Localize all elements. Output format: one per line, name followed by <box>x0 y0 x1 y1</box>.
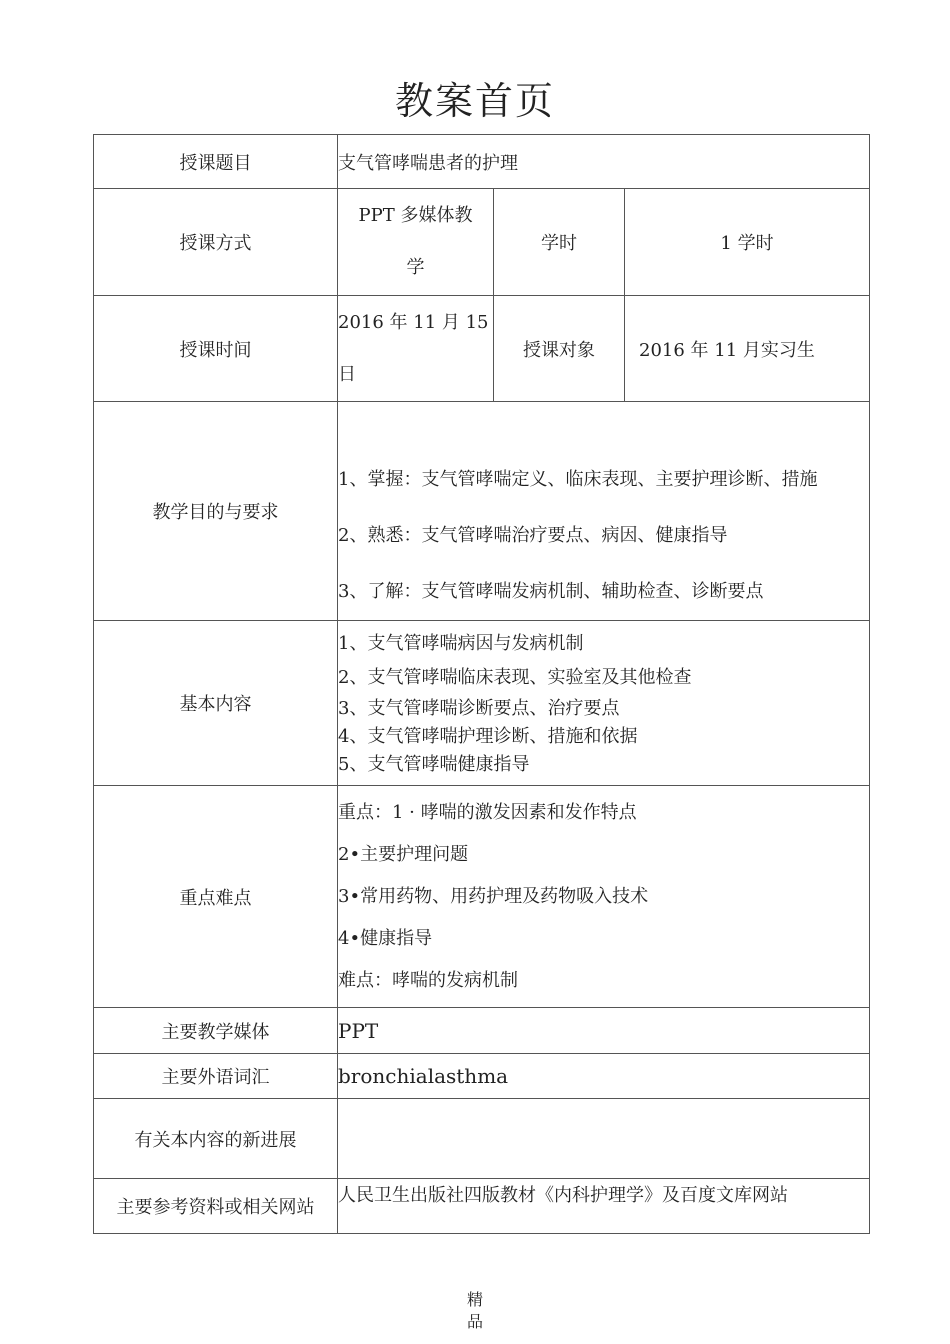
time-value-line2: 日 <box>338 363 356 385</box>
row-content <box>94 621 870 786</box>
course-title-label: 授课题目 <box>94 135 338 189</box>
goal-item: 1、掌握：支气管哮喘定义、临床表现、主要护理诊断、措施 <box>338 469 818 490</box>
row-key-points <box>94 786 870 1008</box>
key-point-item: 难点：哮喘的发病机制 <box>338 969 518 991</box>
key-points-label: 重点难点 <box>94 786 338 1008</box>
row-course-title <box>94 135 870 189</box>
method-label: 授课方式 <box>94 189 338 296</box>
media-label: 主要教学媒体 <box>94 1008 338 1054</box>
footer-line2: 品 <box>466 1312 483 1331</box>
content-item: 3、支气管哮喘诊断要点、治疗要点 <box>338 698 620 719</box>
page-footer <box>0 1289 950 1333</box>
goal-item: 3、了解：支气管哮喘发病机制、辅助检查、诊断要点 <box>338 581 764 602</box>
content-item: 1、支气管哮喘病因与发病机制 <box>338 633 584 654</box>
method-value-line2: 学 <box>406 257 425 278</box>
time-value <box>338 296 494 402</box>
key-point-item: 4•健康指导 <box>338 927 433 949</box>
key-point-item: 3•常用药物、用药护理及药物吸入技术 <box>338 885 649 907</box>
content-item: 2、支气管哮喘临床表现、实验室及其他检查 <box>338 667 692 688</box>
time-label: 授课时间 <box>94 296 338 402</box>
hours-label: 学时 <box>494 189 625 296</box>
lesson-plan-table <box>93 134 870 1234</box>
method-value <box>338 189 494 296</box>
row-media <box>94 1008 870 1054</box>
row-method <box>94 189 870 296</box>
media-value: PPT <box>338 1008 870 1054</box>
footer-line1: 精 <box>466 1290 483 1309</box>
key-point-item: 重点：1 · 哮喘的激发因素和发作特点 <box>338 801 637 823</box>
row-references <box>94 1179 870 1234</box>
references-label: 主要参考资料或相关网站 <box>94 1179 338 1234</box>
references-value: 人民卫生出版社四版教材《内科护理学》及百度文库网站 <box>338 1179 870 1234</box>
time-value-line1: 2016 年 11 月 15 <box>338 311 489 333</box>
vocab-value: bronchialasthma <box>338 1054 870 1099</box>
goal-item: 2、熟悉：支气管哮喘治疗要点、病因、健康指导 <box>338 525 728 546</box>
row-goals <box>94 402 870 621</box>
row-vocab <box>94 1054 870 1099</box>
hours-value: 1 学时 <box>625 189 870 296</box>
content-label: 基本内容 <box>94 621 338 786</box>
content-item: 4、支气管哮喘护理诊断、措施和依据 <box>338 726 638 747</box>
content-item: 5、支气管哮喘健康指导 <box>338 754 530 775</box>
goals-label: 教学目的与要求 <box>94 402 338 621</box>
audience-value: 2016 年 11 月实习生 <box>625 296 870 402</box>
progress-value <box>338 1099 870 1179</box>
page-title: 教案首页 <box>394 79 555 123</box>
key-point-item: 2•主要护理问题 <box>338 843 469 865</box>
row-time <box>94 296 870 402</box>
vocab-label: 主要外语词汇 <box>94 1054 338 1099</box>
progress-label: 有关本内容的新进展 <box>94 1099 338 1179</box>
audience-label: 授课对象 <box>494 296 625 402</box>
goals-list <box>338 402 870 621</box>
key-points-list <box>338 786 870 1008</box>
content-list <box>338 621 870 786</box>
row-progress <box>94 1099 870 1179</box>
method-value-line1: PPT 多媒体教 <box>358 205 473 226</box>
course-title-value: 支气管哮喘患者的护理 <box>338 135 870 189</box>
